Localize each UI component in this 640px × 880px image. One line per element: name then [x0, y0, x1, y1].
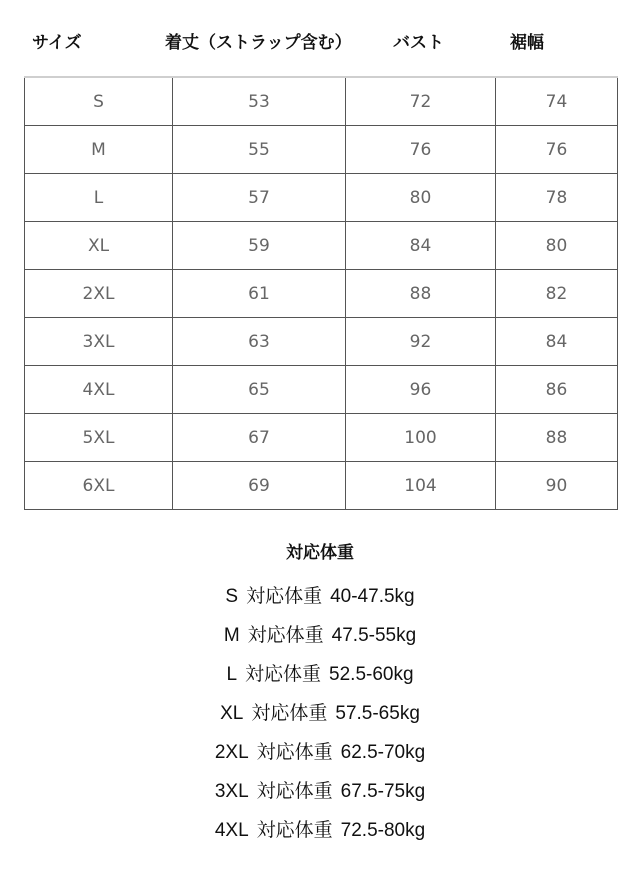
cell-size: L: [25, 174, 173, 222]
table-row: [25, 126, 618, 174]
cell-size: 6XL: [25, 462, 173, 510]
weight-label: 対応体重: [251, 702, 328, 724]
weight-range: 62.5-70kg: [340, 742, 426, 763]
cell-size: M: [25, 126, 173, 174]
weight-label: 対応体重: [247, 624, 324, 646]
cell-length: 53: [173, 77, 346, 126]
weight-size: L: [226, 664, 238, 685]
table-row: [25, 77, 618, 126]
cell-size: S: [25, 77, 173, 126]
list-item: [0, 581, 640, 620]
cell-size: 4XL: [25, 366, 173, 414]
weight-range: 47.5-55kg: [331, 625, 417, 646]
cell-length: 65: [173, 366, 346, 414]
weight-range: 72.5-80kg: [340, 820, 426, 841]
cell-length: 57: [173, 174, 346, 222]
list-item: [0, 776, 640, 815]
list-item: [0, 659, 640, 698]
cell-bust: 100: [346, 414, 496, 462]
weight-size: XL: [220, 703, 244, 724]
weight-size: 4XL: [214, 820, 249, 841]
cell-size: 5XL: [25, 414, 173, 462]
cell-hem: 86: [496, 366, 618, 414]
cell-bust: 76: [346, 126, 496, 174]
weight-range: 40-47.5kg: [330, 586, 415, 607]
cell-length: 69: [173, 462, 346, 510]
list-item: [0, 620, 640, 659]
list-item: [0, 815, 640, 854]
weight-label: 対応体重: [256, 819, 333, 841]
weight-section-title: 対応体重: [286, 543, 354, 563]
cell-size: 2XL: [25, 270, 173, 318]
cell-hem: 84: [496, 318, 618, 366]
table-row: [25, 174, 618, 222]
cell-bust: 96: [346, 366, 496, 414]
cell-hem: 90: [496, 462, 618, 510]
size-table: [24, 76, 618, 510]
cell-size: 3XL: [25, 318, 173, 366]
cell-hem: 82: [496, 270, 618, 318]
size-table-body: [25, 77, 618, 510]
cell-length: 55: [173, 126, 346, 174]
weight-size: 3XL: [214, 781, 249, 802]
weight-range: 52.5-60kg: [329, 664, 414, 685]
table-row: [25, 270, 618, 318]
cell-hem: 76: [496, 126, 618, 174]
weight-list: [0, 581, 640, 854]
weight-label: 対応体重: [256, 780, 333, 802]
cell-bust: 84: [346, 222, 496, 270]
size-table-header: [0, 28, 640, 56]
cell-length: 67: [173, 414, 346, 462]
cell-length: 63: [173, 318, 346, 366]
list-item: [0, 698, 640, 737]
header-hem-width: 裾幅: [510, 33, 544, 53]
cell-bust: 88: [346, 270, 496, 318]
weight-label: 対応体重: [256, 741, 333, 763]
cell-hem: 78: [496, 174, 618, 222]
cell-bust: 72: [346, 77, 496, 126]
cell-hem: 88: [496, 414, 618, 462]
weight-size: S: [225, 586, 239, 607]
weight-range: 67.5-75kg: [340, 781, 426, 802]
weight-label: 対応体重: [245, 663, 322, 685]
weight-label: 対応体重: [246, 585, 323, 607]
header-bust: バスト: [393, 33, 444, 53]
table-row: [25, 222, 618, 270]
weight-size: M: [223, 625, 240, 646]
cell-hem: 80: [496, 222, 618, 270]
weight-size: 2XL: [214, 742, 249, 763]
table-row: [25, 366, 618, 414]
cell-size: XL: [25, 222, 173, 270]
cell-hem: 74: [496, 77, 618, 126]
cell-bust: 92: [346, 318, 496, 366]
table-row: [25, 318, 618, 366]
cell-length: 61: [173, 270, 346, 318]
header-length: 着丈（ストラップ含む）: [165, 33, 352, 53]
table-row: [25, 462, 618, 510]
cell-bust: 104: [346, 462, 496, 510]
table-row: [25, 414, 618, 462]
header-size: サイズ: [32, 33, 82, 53]
cell-length: 59: [173, 222, 346, 270]
cell-bust: 80: [346, 174, 496, 222]
list-item: [0, 737, 640, 776]
weight-range: 57.5-65kg: [335, 703, 420, 724]
